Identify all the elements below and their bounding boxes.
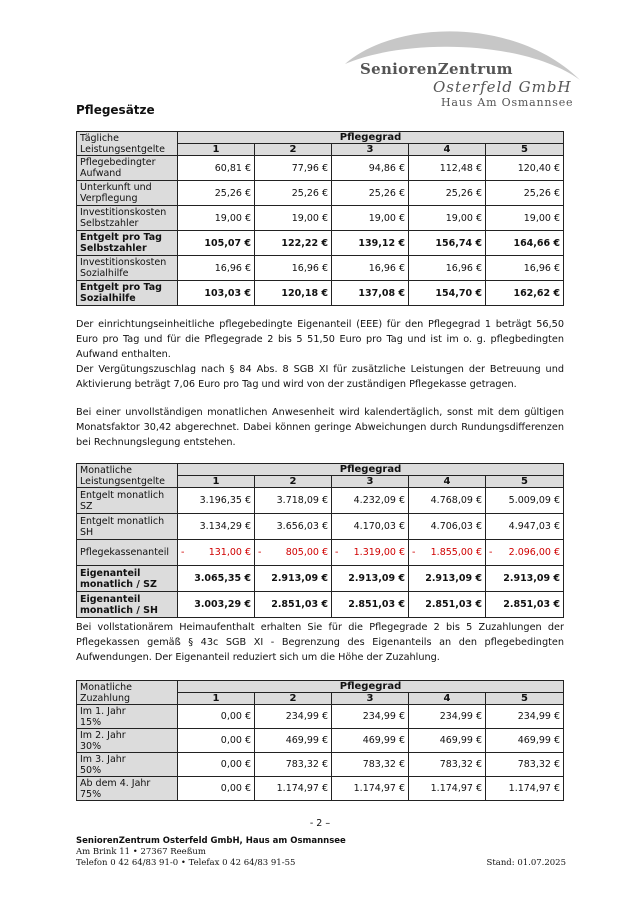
value-cell <box>332 231 409 256</box>
monthly-rates-table <box>76 463 564 618</box>
row-label <box>77 488 178 514</box>
grade-header-cell: 3 <box>332 693 409 705</box>
group-header: Pflegegrad <box>178 681 564 693</box>
value-cell <box>255 281 332 306</box>
grade-header-cell: 1 <box>178 144 255 156</box>
logo-line-1: SeniorenZentrum <box>360 60 513 78</box>
value-cell <box>486 566 564 592</box>
value-text: 162,62 € <box>513 287 561 299</box>
row-label-line: Pflegekassenanteil <box>80 547 170 558</box>
value-text: 19,00 € <box>291 212 328 224</box>
value-cell <box>178 231 255 256</box>
value-cell <box>409 206 486 231</box>
value-cell <box>409 181 486 206</box>
value-cell <box>486 181 564 206</box>
value-text: 164,66 € <box>513 237 561 249</box>
value-cell <box>255 777 332 801</box>
value-text: 4.232,09 € <box>353 495 405 506</box>
row-label-line: Entgelt monatlich <box>80 489 165 501</box>
value-cell <box>486 256 564 281</box>
row-label <box>77 256 178 281</box>
value-cell <box>178 566 255 592</box>
row-label-line: Im 2. Jahr <box>80 729 126 741</box>
paragraph-zuschlag: Der Vergütungszuschlag nach § 84 Abs. 8 SGB XI für zusätzliche Leistungen der Betreuung und Aktivierung beträgt 7,06 Euro pro Tag und wird von der zuständigen Pflegekasse getragen. <box>76 364 564 390</box>
value-text: 0,00 € <box>220 711 251 722</box>
row-label-line: Entgelt pro Tag <box>80 232 162 243</box>
value-cell <box>255 181 332 206</box>
value-text: 783,32 € <box>439 759 482 770</box>
grade-header-cell: 5 <box>486 144 564 156</box>
value-cell <box>486 488 564 514</box>
row-label-line: Verpflegung <box>80 193 138 204</box>
value-cell <box>178 753 255 777</box>
value-text: 3.718,09 € <box>276 495 328 506</box>
table-row <box>77 566 564 592</box>
grade-header-cell: 2 <box>255 476 332 488</box>
table-corner-label <box>77 132 178 156</box>
row-label-line: Pflegebedingter <box>80 157 156 168</box>
value-cell <box>255 206 332 231</box>
value-text: 25,26 € <box>523 187 561 199</box>
value-cell <box>178 540 255 566</box>
value-text: 25,26 € <box>445 187 482 199</box>
table-row <box>77 729 564 753</box>
value-text: 2.913,09 € <box>271 573 328 584</box>
value-text: 0,00 € <box>220 783 251 794</box>
value-cell <box>255 514 332 540</box>
row-label-line: Ab dem 4. Jahr <box>80 777 151 789</box>
footer-company: SeniorenZentrum Osterfeld GmbH, Haus am Osmannsee <box>76 836 346 846</box>
value-text: 5.009,09 € <box>508 495 561 506</box>
daily-rates-table <box>76 131 564 306</box>
value-cell <box>409 256 486 281</box>
value-text: 2.851,03 € <box>503 599 561 610</box>
corner-label-line-2: Leistungsentgelte <box>80 143 165 155</box>
row-label <box>77 777 178 801</box>
value-cell <box>409 281 486 306</box>
value-cell <box>178 206 255 231</box>
value-text: 469,99 € <box>439 735 482 746</box>
value-text: 3.065,35 € <box>194 573 251 584</box>
grade-header-cell: 5 <box>486 693 564 705</box>
value-cell <box>332 281 409 306</box>
paragraph-block-3 <box>76 620 564 665</box>
value-cell <box>178 156 255 181</box>
value-cell <box>332 540 409 566</box>
value-text: 2.851,03 € <box>425 599 482 610</box>
value-text: 16,96 € <box>214 262 251 274</box>
value-cell <box>178 729 255 753</box>
value-text: 103,03 € <box>204 287 251 299</box>
value-cell <box>409 566 486 592</box>
row-label-line: Aufwand <box>80 168 122 179</box>
paragraph-block-2 <box>76 405 564 450</box>
row-label-line: SZ <box>80 500 93 512</box>
value-text: 139,12 € <box>358 237 405 249</box>
value-text: 120,18 € <box>281 287 328 299</box>
value-cell <box>332 206 409 231</box>
value-text: 16,96 € <box>291 262 328 274</box>
value-text: 156,74 € <box>435 237 482 249</box>
value-cell <box>409 705 486 729</box>
corner-label-line-1: Monatliche <box>80 681 132 693</box>
value-cell <box>255 156 332 181</box>
value-text: 19,00 € <box>523 212 561 224</box>
value-cell <box>486 156 564 181</box>
value-cell <box>409 488 486 514</box>
value-text: 19,00 € <box>214 212 251 224</box>
value-cell <box>409 231 486 256</box>
row-label <box>77 206 178 231</box>
value-text: 4.768,09 € <box>430 495 482 506</box>
row-label <box>77 592 178 618</box>
value-text: 1.174,97 € <box>430 783 482 794</box>
value-cell <box>178 705 255 729</box>
value-text: 1.174,97 € <box>276 783 328 794</box>
value-cell <box>409 540 486 566</box>
corner-label-line-1: Monatliche <box>80 464 132 476</box>
value-text: 3.656,03 € <box>276 521 328 532</box>
grade-header-cell: 4 <box>409 144 486 156</box>
footer-stand-date: Stand: 01.07.2025 <box>486 858 566 868</box>
corner-label-line-2: Zuzahlung <box>80 692 131 704</box>
row-label <box>77 181 178 206</box>
value-text: 3.196,35 € <box>199 495 251 506</box>
grade-header-cell: 1 <box>178 693 255 705</box>
minus-sign: - <box>335 547 339 558</box>
table-row <box>77 231 564 256</box>
row-label <box>77 729 178 753</box>
grade-header-cell: 2 <box>255 693 332 705</box>
table-row <box>77 592 564 618</box>
row-label-line: monatlich / SZ <box>80 578 157 590</box>
table-row <box>77 540 564 566</box>
value-text: 94,86 € <box>368 162 405 174</box>
table-row <box>77 206 564 231</box>
table-row <box>77 156 564 181</box>
row-label <box>77 514 178 540</box>
minus-sign: - <box>412 547 416 558</box>
row-label-line: Sozialhilfe <box>80 268 129 279</box>
value-text: 4.947,03 € <box>508 521 561 532</box>
value-text: 3.134,29 € <box>199 521 251 532</box>
value-text: 234,99 € <box>439 711 482 722</box>
value-text: 234,99 € <box>285 711 328 722</box>
value-text: 469,99 € <box>362 735 405 746</box>
paragraph-block-1 <box>76 317 564 392</box>
value-cell <box>178 281 255 306</box>
value-cell <box>332 256 409 281</box>
table-corner-label <box>77 681 178 705</box>
paragraph-monatsfaktor: Bei einer unvollständigen monatlichen Anwesenheit wird kalendertäglich, sonst mit dem gültigen Monatsfaktor 30,42 abgerechnet. Dabei können geringe Abweichungen durch Rundungsdifferenzen bei Rechnungslegung entstehen. <box>76 407 564 448</box>
row-label-line: Im 1. Jahr <box>80 705 126 717</box>
grade-header-cell: 5 <box>486 476 564 488</box>
value-cell <box>332 753 409 777</box>
value-text: 3.003,29 € <box>194 599 251 610</box>
footer-address: Am Brink 11 • 27367 Reeßum <box>76 847 206 857</box>
value-text: 783,32 € <box>362 759 405 770</box>
minus-sign: - <box>181 547 185 558</box>
value-cell <box>332 181 409 206</box>
value-text: 1.174,97 € <box>508 783 561 794</box>
value-cell <box>409 753 486 777</box>
table-row <box>77 753 564 777</box>
value-cell <box>332 514 409 540</box>
value-text: 77,96 € <box>291 162 328 174</box>
grade-header-cell: 1 <box>178 476 255 488</box>
value-cell <box>332 592 409 618</box>
row-label-line: 50% <box>80 764 102 776</box>
group-header: Pflegegrad <box>178 132 564 144</box>
surcharge-table <box>76 680 564 801</box>
value-cell <box>486 206 564 231</box>
row-label-line: SH <box>80 526 94 538</box>
value-cell <box>255 592 332 618</box>
value-cell <box>332 777 409 801</box>
value-text: 2.913,09 € <box>348 573 405 584</box>
table-row <box>77 256 564 281</box>
value-text: 154,70 € <box>435 287 482 299</box>
grade-header-cell: 2 <box>255 144 332 156</box>
value-text: 19,00 € <box>368 212 405 224</box>
value-text: 19,00 € <box>445 212 482 224</box>
row-label <box>77 705 178 729</box>
row-label-line: Investitionskosten <box>80 257 167 268</box>
value-cell <box>178 256 255 281</box>
value-cell <box>486 281 564 306</box>
row-label <box>77 753 178 777</box>
table-corner-label <box>77 464 178 488</box>
value-text: 783,32 € <box>285 759 328 770</box>
value-text: 122,22 € <box>281 237 328 249</box>
row-label-line: 75% <box>80 788 102 800</box>
grade-header-cell: 4 <box>409 693 486 705</box>
value-cell <box>178 514 255 540</box>
row-label <box>77 156 178 181</box>
value-text: 4.706,03 € <box>430 521 482 532</box>
value-cell <box>255 729 332 753</box>
row-label <box>77 540 178 566</box>
value-text: 469,99 € <box>517 735 561 746</box>
value-cell <box>486 540 564 566</box>
value-cell <box>486 514 564 540</box>
value-text: 112,48 € <box>439 162 482 174</box>
grade-header-cell: 4 <box>409 476 486 488</box>
grade-header-cell: 3 <box>332 144 409 156</box>
value-cell <box>486 729 564 753</box>
value-text: 1.319,00 € <box>353 547 405 558</box>
value-cell <box>332 156 409 181</box>
value-cell <box>255 488 332 514</box>
value-text: 783,32 € <box>517 759 561 770</box>
row-label-line: Sozialhilfe <box>80 293 136 304</box>
table-row <box>77 181 564 206</box>
value-text: 16,96 € <box>445 262 482 274</box>
value-text: 16,96 € <box>368 262 405 274</box>
row-label-line: Unterkunft und <box>80 182 152 193</box>
row-label-line: 15% <box>80 716 102 728</box>
row-label <box>77 231 178 256</box>
value-text: 0,00 € <box>220 759 251 770</box>
value-cell <box>255 256 332 281</box>
value-text: 120,40 € <box>517 162 561 174</box>
table-row <box>77 705 564 729</box>
value-cell <box>486 231 564 256</box>
value-text: 1.174,97 € <box>353 783 405 794</box>
grade-header-cell: 3 <box>332 476 409 488</box>
row-label-line: Selbstzahler <box>80 218 139 229</box>
value-text: 0,00 € <box>220 735 251 746</box>
value-text: 105,07 € <box>204 237 251 249</box>
footer <box>76 836 566 869</box>
row-label-line: Eigenanteil <box>80 567 141 579</box>
value-cell <box>409 514 486 540</box>
value-cell <box>409 156 486 181</box>
footer-phone: Telefon 0 42 64/83 91-0 • Telefax 0 42 64/83 91-55 <box>76 858 296 868</box>
value-cell <box>409 729 486 753</box>
row-label-line: Entgelt monatlich <box>80 515 165 527</box>
company-logo <box>285 10 585 120</box>
value-text: 137,08 € <box>358 287 405 299</box>
row-label <box>77 281 178 306</box>
value-text: 4.170,03 € <box>353 521 405 532</box>
value-text: 2.096,00 € <box>508 547 561 558</box>
row-label-line: Entgelt pro Tag <box>80 282 162 293</box>
row-label-line: Investitionskosten <box>80 207 167 218</box>
row-label-line: monatlich / SH <box>80 604 158 616</box>
value-cell <box>178 488 255 514</box>
value-cell <box>486 592 564 618</box>
logo-line-2: Osterfeld GmbH <box>433 78 572 96</box>
value-cell <box>178 592 255 618</box>
value-cell <box>409 777 486 801</box>
corner-label-line-2: Leistungsentgelte <box>80 475 165 487</box>
row-label-line: 30% <box>80 740 102 752</box>
value-cell <box>332 566 409 592</box>
group-header: Pflegegrad <box>178 464 564 476</box>
value-cell <box>486 777 564 801</box>
value-text: 234,99 € <box>517 711 561 722</box>
table-row <box>77 281 564 306</box>
row-label-line: Selbstzahler <box>80 243 147 254</box>
row-label-line: Im 3. Jahr <box>80 753 126 765</box>
value-cell <box>486 753 564 777</box>
table-row <box>77 488 564 514</box>
value-cell <box>332 729 409 753</box>
value-cell <box>255 231 332 256</box>
row-label <box>77 566 178 592</box>
value-cell <box>332 488 409 514</box>
value-text: 2.913,09 € <box>503 573 561 584</box>
value-text: 60,81 € <box>214 162 251 174</box>
paragraph-zuzahlung: Bei vollstationärem Heimaufenthalt erhalten Sie für die Pflegegrade 2 bis 5 Zuzahlungen der Pflegekassen gemäß § 43c SGB XI - Begrenzung des Eigenanteils an den pflegebedingten Aufwendungen. Der Eigenanteil reduziert sich um die Höhe der Zuzahlung. <box>76 622 564 663</box>
table-row <box>77 777 564 801</box>
table-row <box>77 514 564 540</box>
value-cell <box>409 592 486 618</box>
value-cell <box>255 566 332 592</box>
value-cell <box>178 777 255 801</box>
logo-line-3: Haus Am Osmannsee <box>441 96 574 109</box>
minus-sign: - <box>489 547 493 558</box>
value-text: 25,26 € <box>214 187 251 199</box>
value-text: 25,26 € <box>368 187 405 199</box>
value-text: 131,00 € <box>208 547 251 558</box>
value-text: 2.913,09 € <box>425 573 482 584</box>
value-text: 805,00 € <box>285 547 328 558</box>
value-cell <box>332 705 409 729</box>
value-text: 25,26 € <box>291 187 328 199</box>
row-label-line: Eigenanteil <box>80 593 141 605</box>
value-text: 2.851,03 € <box>271 599 328 610</box>
minus-sign: - <box>258 547 262 558</box>
value-cell <box>486 705 564 729</box>
page-heading: Pflegesätze <box>76 103 155 117</box>
value-text: 234,99 € <box>362 711 405 722</box>
value-text: 1.855,00 € <box>430 547 482 558</box>
corner-label-line-1: Tägliche <box>80 132 119 144</box>
value-cell <box>255 540 332 566</box>
value-cell <box>255 753 332 777</box>
value-cell <box>255 705 332 729</box>
value-cell <box>178 181 255 206</box>
value-text: 2.851,03 € <box>348 599 405 610</box>
page-number: - 2 – <box>309 818 331 829</box>
paragraph-eee: Der einrichtungseinheitliche pflegebedingte Eigenanteil (EEE) für den Pflegegrad 1 beträgt 56,50 Euro pro Tag und für die Pflegegrade 2 bis 5 51,50 Euro pro Tag und ist im o. g. pflegbedingten Aufwand enthalten. <box>76 319 564 360</box>
value-text: 16,96 € <box>523 262 561 274</box>
value-text: 469,99 € <box>285 735 328 746</box>
